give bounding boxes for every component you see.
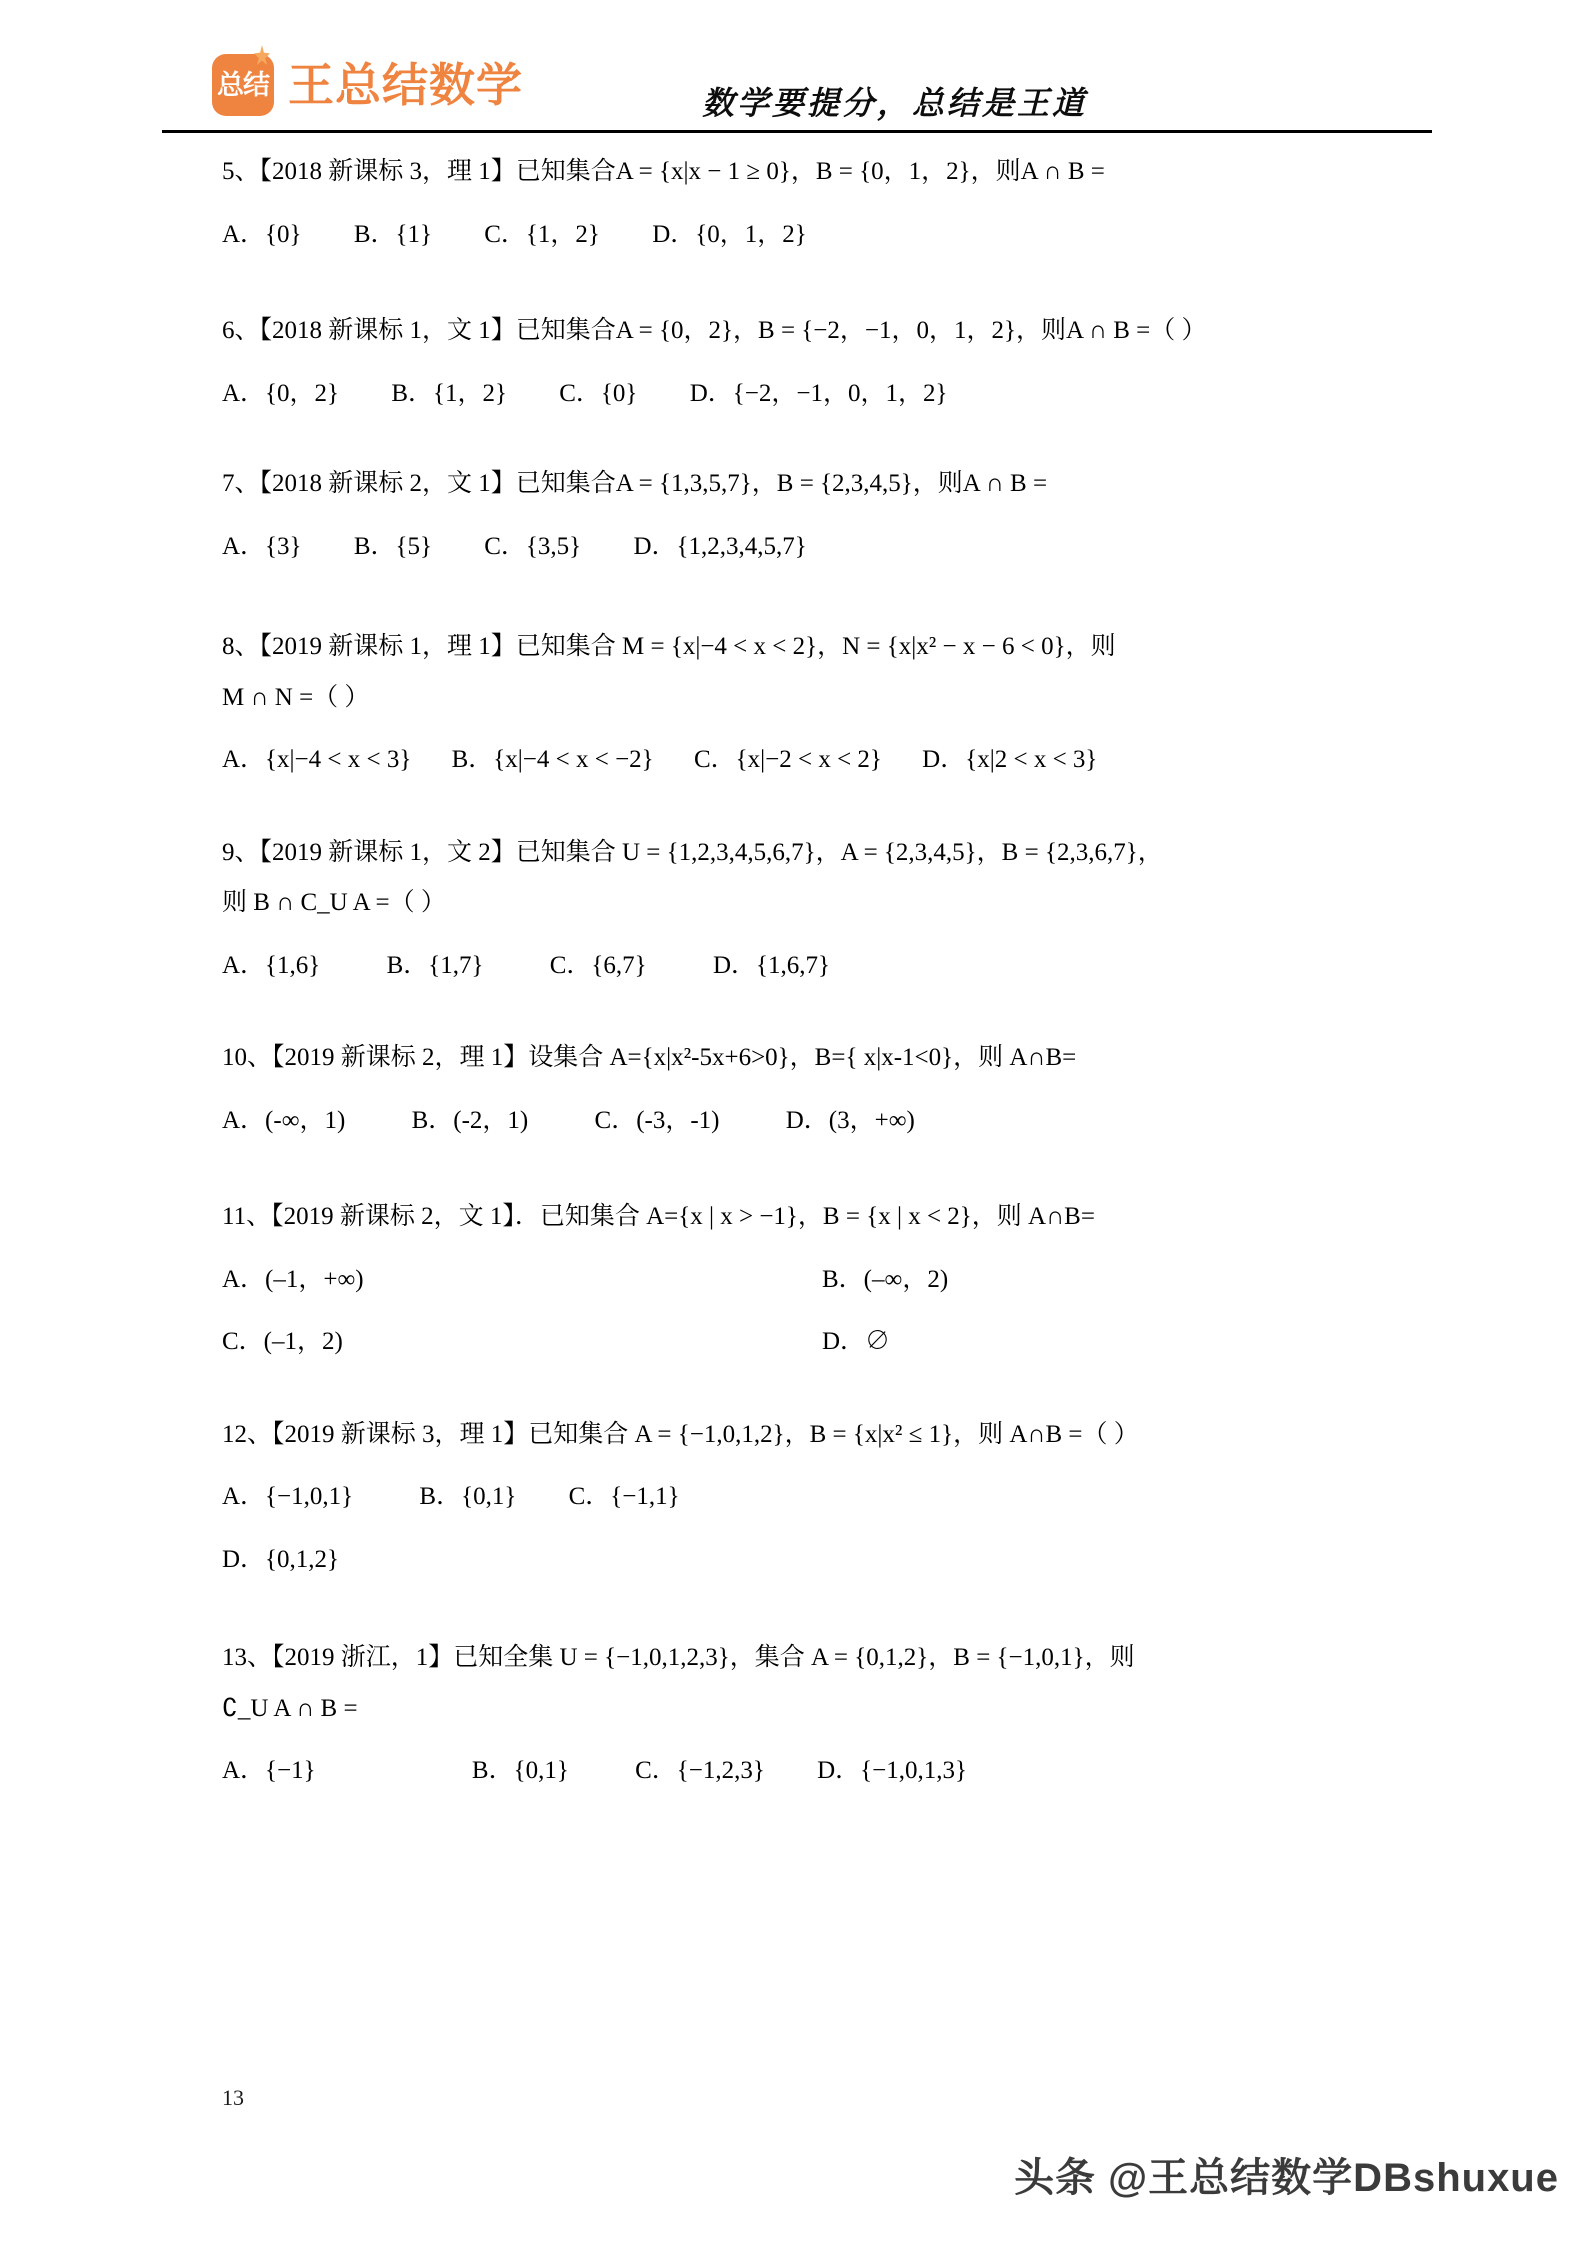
option-d[interactable]: D．∅ [822,1328,891,1355]
option-a[interactable]: A．{−1,0,1} [222,1483,354,1510]
option-d[interactable]: D．{1,6,7} [712,951,830,979]
option-c[interactable]: C．{0} [559,379,638,407]
option-b[interactable]: B．{5} [353,532,432,560]
option-c[interactable]: C．{x|−2 < x < 2} [693,746,882,773]
brand-name: 王总结数学 [288,59,523,111]
header-tagline: 数学要提分，总结是王道 [702,85,1088,121]
question-options [222,215,1372,256]
option-c[interactable]: C．{−1,1} [568,1483,680,1510]
option-c[interactable]: C．{1，2} [484,220,600,248]
option-c[interactable]: C．{3,5} [484,532,582,560]
question-stem: 12、【2019 新课标 3，理 1】已知集合 A = {−1,0,1,2}，B = {x|x² ≤ 1}，则 A∩B =（ ） [222,1420,1139,1448]
question-block-7 [222,464,1372,567]
option-b[interactable]: B．(–∞，2) [822,1265,949,1293]
question-stem-continued: 则 B ∩ C_U A =（ ） [222,889,446,916]
question-stem-continued: ∁_U A ∩ B = [222,1694,358,1722]
logo-badge-icon [212,54,274,116]
option-row [222,1540,1372,1581]
option-c[interactable]: C．(-3，-1) [594,1106,720,1134]
question-stem: 7、【2018 新课标 2，文 1】已知集合A = {1,3,5,7}，B = {2,3,4,5}，则A ∩ B = [222,470,1048,497]
question-stem: 10、【2019 新课标 2，理 1】设集合 A={x|x²-5x+6>0}，B={ x|x-1<0}，则 A∩B= [222,1044,1077,1071]
option-c[interactable]: C．{−1,2,3} [635,1757,765,1784]
option-row [222,1322,1372,1363]
question-stem: 6、【2018 新课标 1，文 1】已知集合A = {0，2}，B = {−2，−1，0，1，2}，则A ∩ B =（ ） [222,317,1207,344]
option-a[interactable]: A．{0，2} [222,379,340,407]
question-options [222,946,1372,987]
questions-container [222,130,1372,1792]
option-c[interactable]: C．{6,7} [549,951,647,979]
option-d[interactable]: D．{0，1，2} [652,220,807,248]
question-options [222,527,1372,568]
logo-badge-label: 总结 [217,69,269,100]
option-a[interactable]: A．{1,6} [222,951,321,979]
option-a[interactable]: A．{3} [222,532,302,560]
option-b[interactable]: B．(-2，1) [411,1106,529,1134]
option-row [222,1260,1372,1301]
question-block-9 [222,833,1372,987]
watermark: 头条 @王总结数学DBshuxue [1014,2156,1559,2200]
option-b[interactable]: B．{0,1} [471,1757,569,1784]
option-b[interactable]: B．{x|−4 < x < −2} [451,746,654,773]
question-options [222,1477,1372,1580]
question-stem: 11、【2019 新课标 2，文 1】．已知集合 A={x | x > −1}，B = {x | x < 2}，则 A∩B= [222,1203,1095,1230]
question-options [222,1101,1372,1142]
option-d[interactable]: D．{−2，−1，0，1，2} [689,379,948,407]
question-block-12 [222,1415,1372,1581]
option-a[interactable]: A．(-∞，1) [222,1106,346,1134]
question-stem: 8、【2019 新课标 1，理 1】已知集合 M = {x|−4 < x < 2}，N = {x|x² − x − 6 < 0}，则 [222,633,1116,660]
question-block-5 [222,152,1372,255]
sparkle-icon [254,45,270,65]
option-a[interactable]: A．(–1，+∞) [222,1265,364,1293]
option-a[interactable]: A．{0} [222,220,302,248]
brand-logo [212,54,523,116]
question-block-8 [222,627,1372,781]
option-a[interactable]: A．{x|−4 < x < 3} [222,746,412,773]
option-a[interactable]: A．{−1} [222,1757,316,1784]
option-d[interactable]: D．{−1,0,1,3} [817,1757,968,1784]
question-block-10 [222,1038,1372,1141]
question-stem: 9、【2019 新课标 1，文 2】已知集合 U = {1,2,3,4,5,6,7}，A = {2,3,4,5}，B = {2,3,6,7}， [222,838,1163,866]
option-b[interactable]: B．{0,1} [419,1483,517,1510]
question-options [222,374,1372,415]
option-c[interactable]: C．(–1，2) [222,1328,343,1355]
option-d[interactable]: D．{x|2 < x < 3} [922,746,1098,773]
question-options [222,1751,1372,1792]
question-block-11 [222,1197,1372,1363]
question-stem-continued: M ∩ N =（ ） [222,683,370,711]
option-d[interactable]: D．{0,1,2} [222,1545,340,1573]
option-d[interactable]: D．{1,2,3,4,5,7} [633,532,807,560]
option-b[interactable]: B．{1,7} [386,951,484,979]
option-b[interactable]: B．{1，2} [391,379,507,407]
question-stem: 5、【2018 新课标 3，理 1】已知集合A = {x|x − 1 ≥ 0}，B = {0，1，2}，则A ∩ B = [222,158,1105,185]
option-d[interactable]: D．(3，+∞) [785,1106,915,1134]
question-stem: 13、【2019 浙江，1】已知全集 U = {−1,0,1,2,3}，集合 A = {0,1,2}，B = {−1,0,1}，则 [222,1644,1135,1671]
question-options [222,740,1372,781]
question-block-13 [222,1638,1372,1792]
option-b[interactable]: B．{1} [353,220,432,248]
page-header [217,0,1372,130]
page-number: 13 [222,2085,244,2110]
question-block-6 [222,311,1372,414]
question-options [222,1260,1372,1363]
